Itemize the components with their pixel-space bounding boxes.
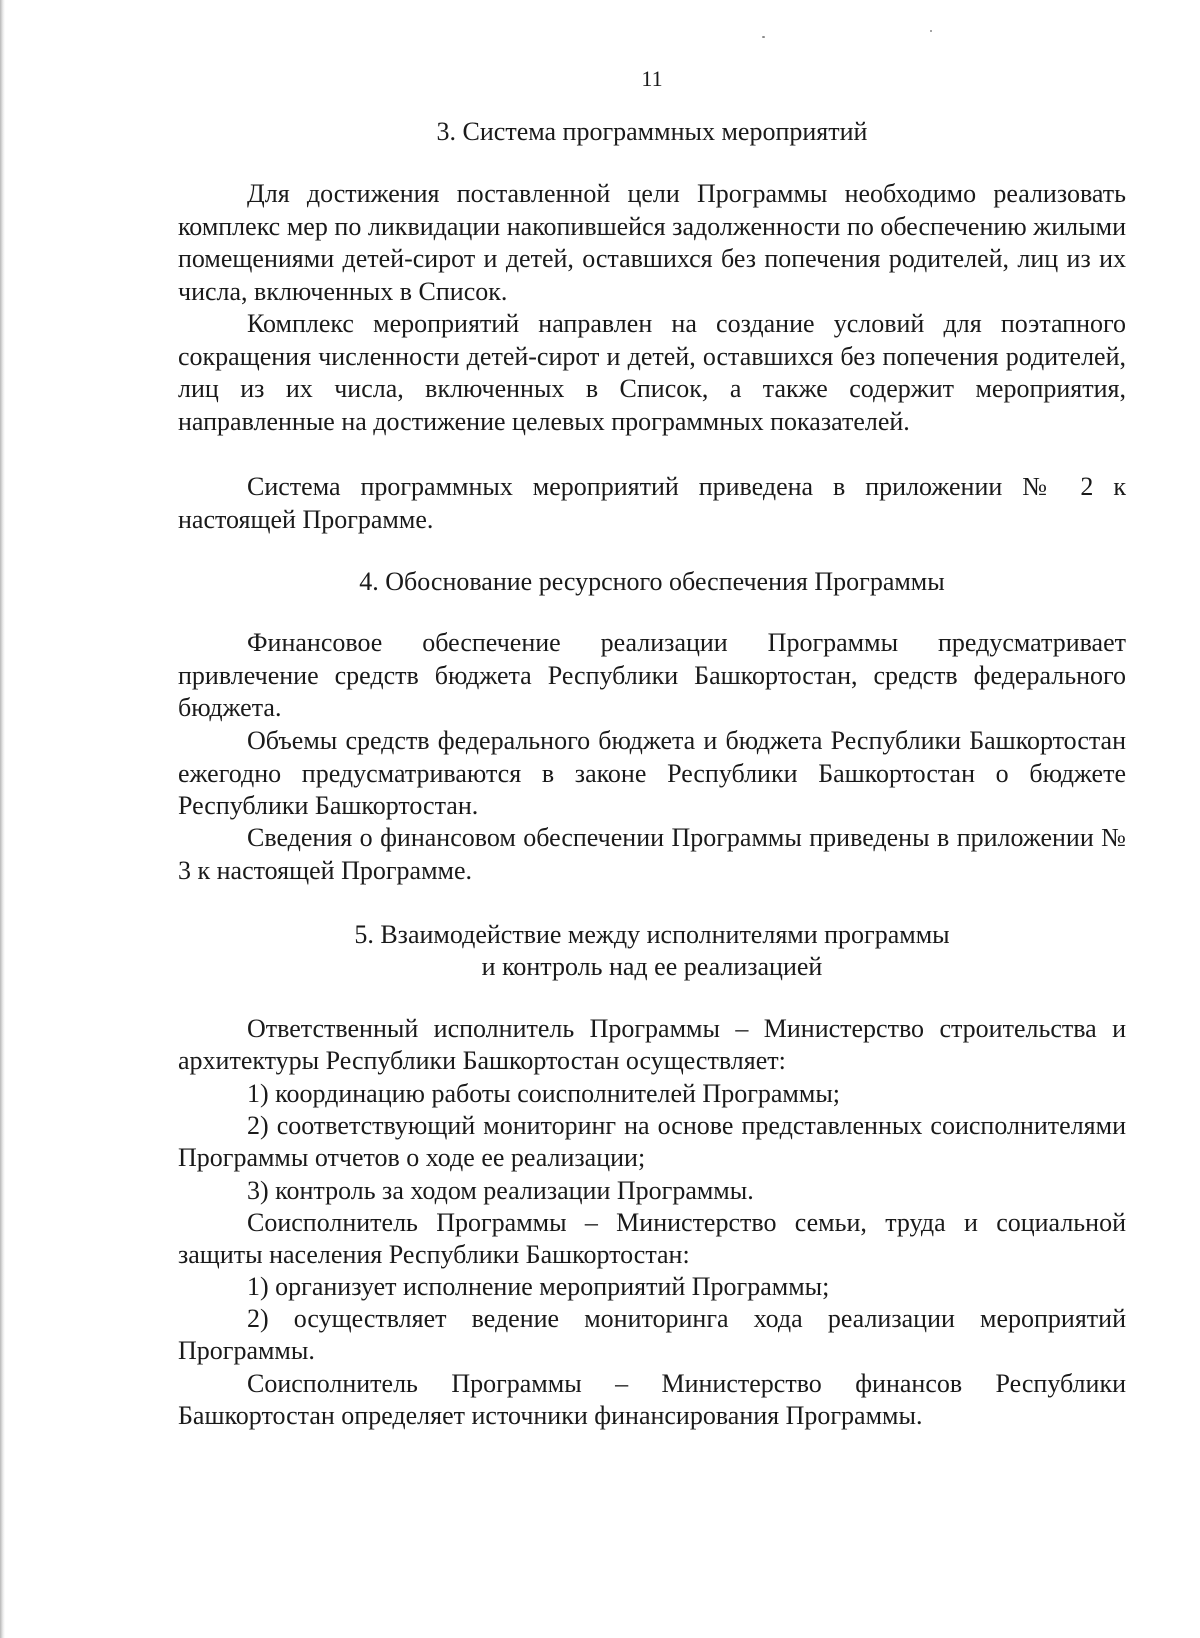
paragraph: Сведения о финансовом обеспечении Программы приведены в приложении № 3 к настоящей Программе.: [178, 823, 1126, 885]
scan-left-edge: [0, 0, 5, 1638]
scan-speck: [930, 30, 932, 32]
scan-speck: [762, 36, 765, 38]
section-heading-4: 4. Обоснование ресурсного обеспечения Программы: [359, 567, 945, 596]
paragraph: Объемы средств федерального бюджета и бюджета Республики Башкортостан ежегодно предусматриваются в законе Республики Башкортостан о бюджете Республики Башкортостан.: [178, 726, 1126, 821]
paragraph: Соисполнитель Программы – Министерство семьи, труда и социальной защиты населения Республики Башкортостан:: [178, 1208, 1126, 1269]
section-heading-3: 3. Система программных мероприятий: [436, 117, 868, 146]
paragraph: Финансовое обеспечение реализации Программы предусматривает привлечение средств бюджета Республики Башкортостан, средств федерального бюджета.: [178, 628, 1126, 723]
page-number: 11: [641, 66, 663, 91]
paragraph: Система программных мероприятий приведена в приложении № 2 к настоящей Программе.: [178, 472, 1126, 534]
paragraph: Для достижения поставленной цели Программы необходимо реализовать комплекс мер по ликвидации накопившейся задолженности по обеспечению жилыми помещениями детей-сирот и детей, оставшихся без попечения родителей, лиц из их числа, включенных в Список.: [178, 179, 1126, 306]
section-heading-5-line-1: 5. Взаимодействие между исполнителями программы: [354, 920, 950, 949]
paragraph: Комплекс мероприятий направлен на создание условий для поэтапного сокращения численности детей-сирот и детей, оставшихся без попечения родителей, лиц из их числа, включенных в Список, а также содержит мероприятия, направленные на достижение целевых программных показателей.: [178, 309, 1126, 436]
list-item: 1) организует исполнение мероприятий Программы;: [247, 1272, 830, 1301]
section-heading-5-line-2: и контроль над ее реализацией: [481, 952, 823, 981]
paragraph: Ответственный исполнитель Программы – Министерство строительства и архитектуры Республики Башкортостан осуществляет:: [178, 1014, 1126, 1075]
list-item: 2) осуществляет ведение мониторинга хода реализации мероприятий Программы.: [178, 1304, 1126, 1365]
list-item: 3) контроль за ходом реализации Программы.: [247, 1176, 754, 1205]
list-item: 2) соответствующий мониторинг на основе представленных соисполнителями Программы отчетов о ходе ее реализации;: [178, 1111, 1126, 1172]
paragraph: Соисполнитель Программы – Министерство финансов Республики Башкортостан определяет источники финансирования Программы.: [178, 1369, 1126, 1430]
list-item: 1) координацию работы соисполнителей Программы;: [247, 1079, 841, 1108]
